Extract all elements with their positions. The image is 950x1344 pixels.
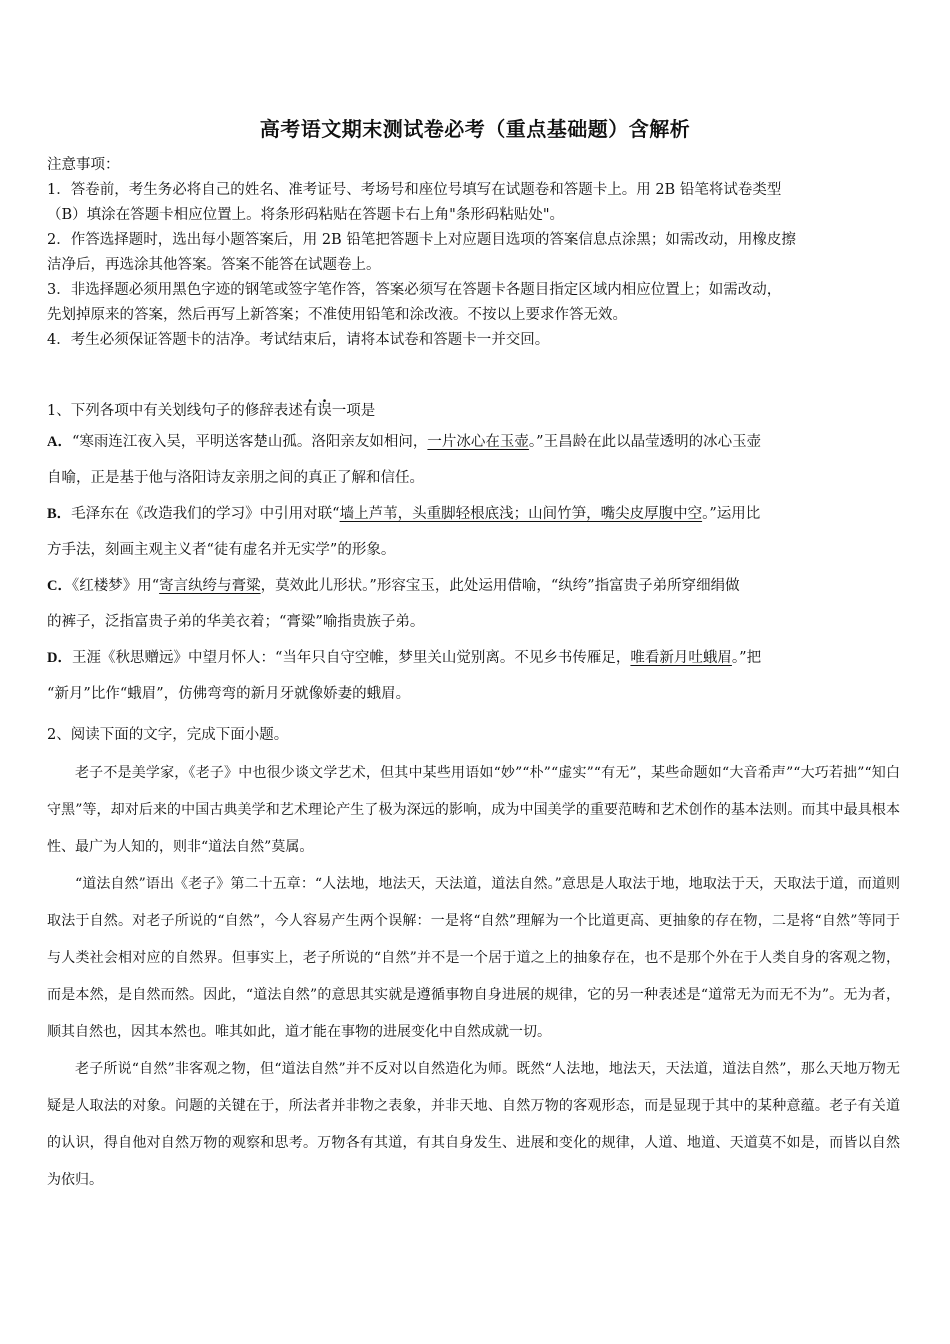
notes-heading: 注意事项： [47, 157, 120, 173]
question-1-stem [47, 398, 907, 424]
passage-paragraph: 老子所说“自然”非客观之物，但“道法自然”并不反对以自然造化为师。既然“人法地，地法天，天法道，道法自然”，那么天地万物无疑是人取法的对象。问题的关键在于，所法者并非物之表象，并非天地、自然万物的客观形态，而是显现于其中的某种意蕴。老子有关道的认识，得自他对自然万物的观察和思考。万物各有其道，有其自身发生、进展和变化的规律，人道、地道、天道莫不如是，而皆以自然为依归。 [47, 1061, 900, 1188]
exam-notes [47, 153, 902, 353]
stem-text: 1、下列各项中有关划线句子的修辞表述 [47, 403, 303, 419]
question-2-stem: 2、阅读下面的文字，完成下面小题。 [47, 727, 289, 743]
notes-line: 洁净后，再选涂其他答案。答案不能答在试题卷上。 [47, 257, 381, 273]
option-text: 《红楼梦》用“ [71, 578, 160, 594]
option-a [47, 424, 907, 496]
option-text: 的裤子，泛指富贵子弟的华美衣着；“膏粱”喻指贵族子弟。 [47, 614, 425, 630]
notes-line: 1．答卷前，考生务必将自己的姓名、准考证号、考场号和座位号填写在试题卷和答题卡上。用 2B 铅笔将试卷类型 [47, 182, 782, 198]
option-text: 王涯《秋思赠远》中望月怀人：“当年只自守空帷，梦里关山觉别离。不见乡书传雁足， [71, 650, 631, 666]
underlined-sentence: 寄言纨绔与膏粱 [159, 578, 261, 594]
option-text: 。”运用比 [702, 506, 761, 522]
option-b [47, 496, 907, 568]
option-label: D． [47, 650, 72, 666]
notes-line: 2．作答选择题时，选出每小题答案后，用 2B 铅笔把答题卡上对应题目选项的答案信息点涂黑；如需改动，用橡皮擦 [47, 232, 796, 248]
option-text: 。”把 [731, 650, 762, 666]
notes-line: （B）填涂在答题卡相应位置上。将条形码粘贴在答题卡右上角"条形码粘贴处"。 [47, 207, 564, 223]
notes-line: 4．考生必须保证答题卡的洁净。考试结束后，请将本试卷和答题卡一并交回。 [47, 332, 550, 348]
underlined-sentence: 唯看新月吐蛾眉 [630, 650, 732, 666]
option-label: A． [47, 434, 72, 450]
stem-text: 一项是 [331, 403, 376, 419]
notes-line: 先划掉原来的答案，然后再写上新答案；不准使用铅笔和涂改液。不按以上要求作答无效。 [47, 307, 627, 323]
option-d [47, 640, 907, 712]
question-1 [47, 398, 907, 712]
option-c [47, 568, 907, 640]
option-text: “新月”比作“蛾眉”，仿佛弯弯的新月牙就像娇妻的蛾眉。 [47, 686, 411, 702]
reading-passage [47, 755, 900, 1199]
option-text: “寒雨连江夜入吴，平明送客楚山孤。洛阳亲友如相问， [71, 434, 428, 450]
page-title: 高考语文期末测试卷必考（重点基础题）含解析 [259, 117, 691, 141]
underlined-sentence: 一片冰心在玉壶 [427, 434, 529, 450]
option-text: 毛泽东在《改造我们的学习》中引用对联“ [71, 506, 340, 522]
emphasis-char: 误 [317, 403, 332, 419]
option-label: B． [47, 506, 72, 522]
option-text: ，莫效此儿形状。”形容宝玉，此处运用借喻，“纨绔”指富贵子弟所穿细绢做 [260, 578, 740, 594]
option-text: 。”王昌龄在此以晶莹透明的冰心玉壶 [528, 434, 762, 450]
option-text: 自喻，正是基于他与洛阳诗友亲朋之间的真正了解和信任。 [47, 470, 424, 486]
notes-line: 3．非选择题必须用黑色字迹的钢笔或签字笔作答，答案必须写在答题卡各题目指定区域内相应位置上；如需改动， [47, 282, 782, 298]
passage-paragraph: 老子不是美学家，《老子》中也很少谈文学艺术，但其中某些用语如“妙”“朴”“虚实”“有无”，某些命题如“大音希声”“大巧若拙”“知白守黑”等，却对后来的中国古典美学和艺术理论产生了极为深远的影响，成为中国美学的重要范畴和艺术创作的基本法则。而其中最具根本性、最广为人知的，则非“道法自然”莫属。 [47, 765, 900, 855]
option-text: 方手法，刻画主观主义者“徒有虚名并无实学”的形象。 [47, 542, 396, 558]
option-label: C． [47, 578, 72, 594]
passage-paragraph: “道法自然”语出《老子》第二十五章：“人法地，地法天，天法道，道法自然。”意思是人取法于地，地取法于天，天取法于道，而道则取法于自然。对老子所说的“自然”，今人容易产生两个误解：一是将“自然”理解为一个比道更高、更抽象的存在物，二是将“自然”等同于与人类社会相对应的自然界。但事实上，老子所说的“自然”并不是一个居于道之上的抽象存在，也不是那个外在于人类自身的客观之物，而是本然，是自然而然。因此，“道法自然”的意思其实就是遵循事物自身进展的规律，它的另一种表述是“道常无为而无不为”。无为者，顺其自然也，因其本然也。唯其如此，道才能在事物的进展变化中自然成就一切。 [47, 876, 900, 1040]
emphasis-char: 有 [302, 403, 318, 419]
underlined-sentence: 墙上芦苇，头重脚轻根底浅；山间竹笋，嘴尖皮厚腹中空 [339, 506, 703, 522]
